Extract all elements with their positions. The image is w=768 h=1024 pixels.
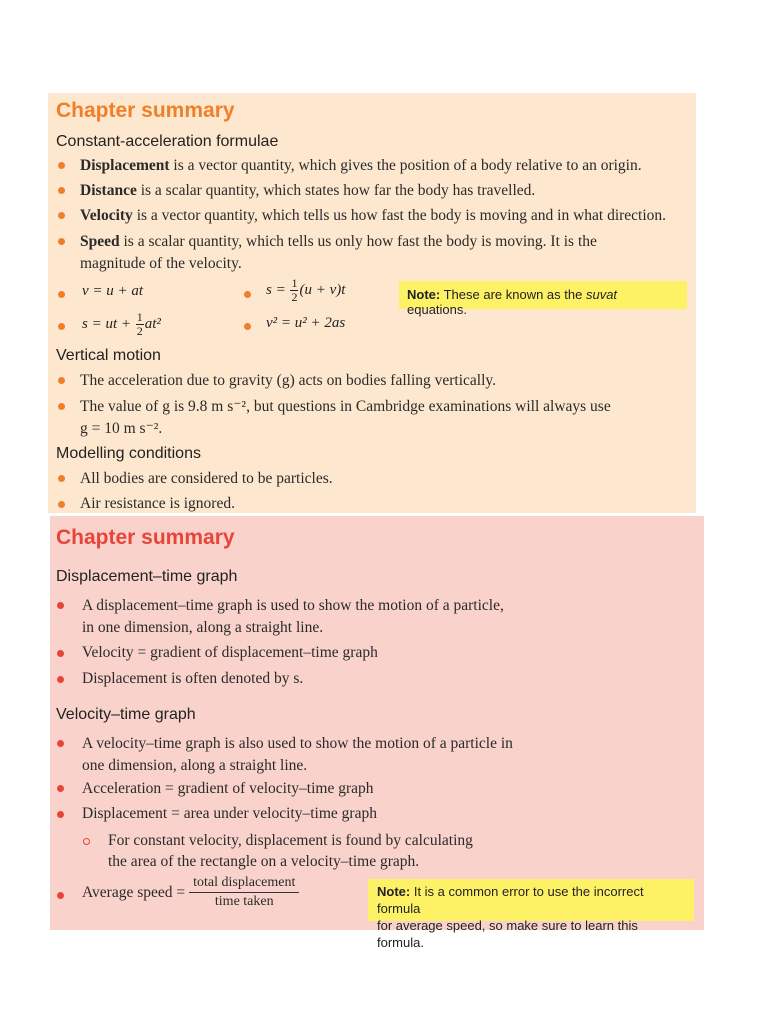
bullet-speed-continued: magnitude of the velocity. xyxy=(80,255,242,272)
bullet-air-resistance: Air resistance is ignored. xyxy=(80,495,235,512)
equation-v2-u2-2as: v² = u² + 2as xyxy=(266,315,346,331)
bullet-velocity-time-graph-continued: one dimension, along a straight line. xyxy=(82,757,308,774)
bullet-icon xyxy=(57,650,64,657)
note-suvat: Note: These are known as the suvat equations. xyxy=(399,281,687,309)
panel-title: Chapter summary xyxy=(56,99,235,122)
bullet-icon xyxy=(58,475,65,482)
bullet-speed: Speed is a scalar quantity, which tells us only how fast the body is moving. It is the xyxy=(80,233,597,250)
panel-title: Chapter summary xyxy=(56,526,235,549)
bullet-distance: Distance is a scalar quantity, which states how far the body has travelled. xyxy=(80,182,536,199)
bullet-gravity: The acceleration due to gravity (g) acts on bodies falling vertically. xyxy=(80,372,497,389)
bullet-icon xyxy=(57,602,64,609)
bullet-displacement-denoted: Displacement is often denoted by s. xyxy=(82,670,304,687)
bullet-icon xyxy=(58,323,65,330)
sub-bullet-constant-velocity: For constant velocity, displacement is found by calculating xyxy=(108,832,473,849)
section-heading-displacement-time: Displacement–time graph xyxy=(56,568,238,585)
bullet-icon xyxy=(57,785,64,792)
bullet-icon xyxy=(244,291,251,298)
bullet-gravity-value-continued: g = 10 m s⁻². xyxy=(80,420,163,437)
average-speed-fraction: total displacement time taken xyxy=(189,874,299,911)
bullet-icon xyxy=(58,291,65,298)
bullet-icon xyxy=(58,238,65,245)
equation-s-half-u-plus-v-t: s = $\frac{1}{2}$ (u + v)t xyxy=(266,276,346,304)
bullet-gravity-value: The value of g is 9.8 m s⁻², but questions in Cambridge examinations will always use xyxy=(80,398,611,415)
summary-panel-constant-acceleration xyxy=(48,93,696,513)
bullet-velocity-gradient: Velocity = gradient of displacement–time graph xyxy=(82,644,378,661)
sub-bullet-icon xyxy=(83,838,90,845)
equation-v-u-at: v = u + at xyxy=(82,283,144,299)
section-heading-constant-acceleration: Constant-acceleration formulae xyxy=(56,133,279,150)
summary-panel-graphs xyxy=(50,516,704,950)
bullet-displacement-time-graph: A displacement–time graph is used to show the motion of a particle, xyxy=(82,597,504,614)
bullet-displacement: Displacement is a vector quantity, which gives the position of a body relative to an origin. xyxy=(80,157,642,174)
bullet-velocity: Velocity is a vector quantity, which tells us how fast the body is moving and in what direction. xyxy=(80,207,667,224)
bullet-icon xyxy=(58,377,65,384)
bullet-displacement-area: Displacement = area under velocity–time graph xyxy=(82,805,377,822)
bullet-particles: All bodies are considered to be particles. xyxy=(80,470,333,487)
bullet-icon xyxy=(58,403,65,410)
sub-bullet-constant-velocity-continued: the area of the rectangle on a velocity–time graph. xyxy=(108,853,420,870)
section-heading-velocity-time: Velocity–time graph xyxy=(56,706,196,723)
bullet-displacement-time-graph-continued: in one dimension, along a straight line. xyxy=(82,619,324,636)
bullet-velocity-time-graph: A velocity–time graph is also used to show the motion of a particle in xyxy=(82,735,513,752)
bullet-icon xyxy=(58,501,65,508)
bullet-icon xyxy=(58,162,65,169)
bullet-icon xyxy=(244,323,251,330)
bullet-icon xyxy=(57,811,64,818)
section-heading-modelling-conditions: Modelling conditions xyxy=(56,445,201,462)
bullet-icon xyxy=(57,892,64,899)
bullet-average-speed: Average speed = total displacement time taken xyxy=(82,874,299,911)
bullet-icon xyxy=(57,676,64,683)
bullet-acceleration-gradient: Acceleration = gradient of velocity–time graph xyxy=(82,780,374,797)
note-average-speed: Note: It is a common error to use the incorrect formula for average speed, so make sure to learn this formula. xyxy=(368,879,694,921)
bullet-icon xyxy=(57,740,64,747)
bullet-icon xyxy=(58,212,65,219)
equation-s-ut-half-at2: s = ut + $\frac{1}{2}$ at² xyxy=(82,310,161,338)
section-heading-vertical-motion: Vertical motion xyxy=(56,347,161,364)
bullet-icon xyxy=(58,187,65,194)
